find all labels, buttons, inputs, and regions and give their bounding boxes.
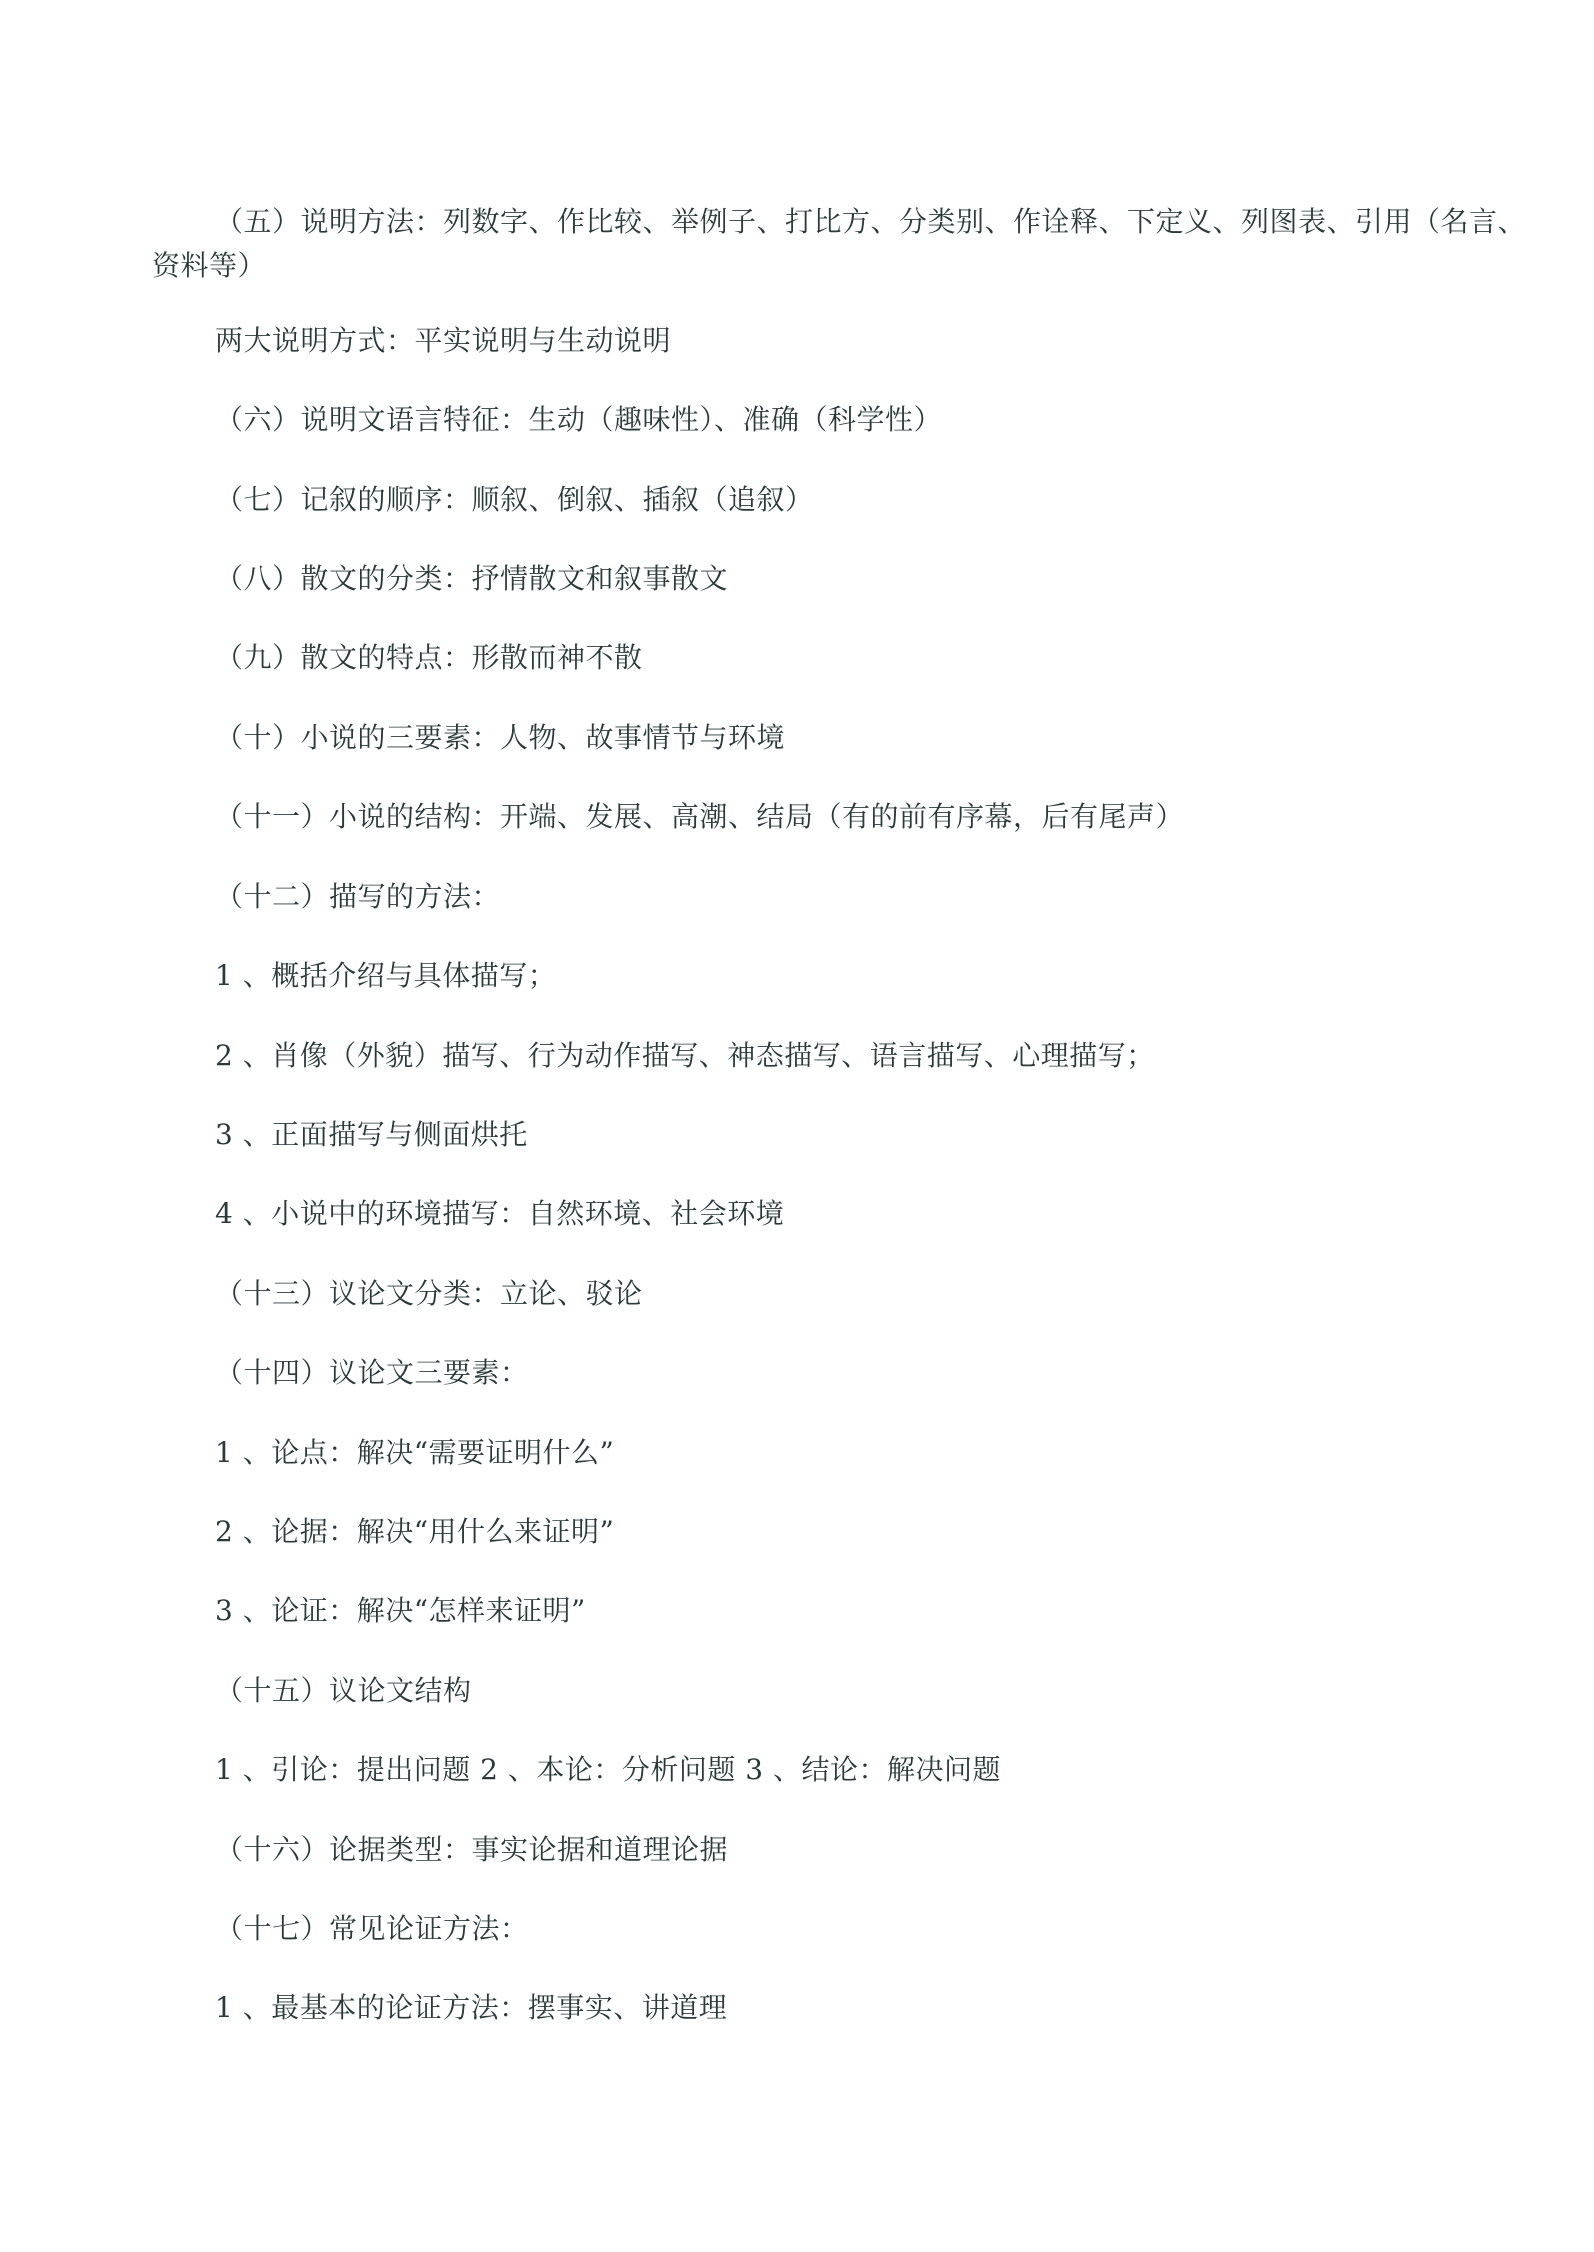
list-item: 3 、论证：解决“怎样来证明” <box>215 1594 586 1627</box>
list-item: 4 、小说中的环境描写：自然环境、社会环境 <box>215 1197 785 1230</box>
paragraph-description-methods: （十二）描写的方法： <box>215 880 501 913</box>
list-item: 1 、论点：解决“需要证明什么” <box>215 1436 615 1469</box>
paragraph-explanation-methods: （五）说明方法：列数字、作比较、举例子、打比方、分类别、作诠释、下定义、列图表、引用（名言、资料等） <box>152 205 1527 282</box>
paragraph-prose-types: （八）散文的分类：抒情散文和叙事散文 <box>215 562 729 595</box>
paragraph-argument-elements: （十四）议论文三要素： <box>215 1356 529 1389</box>
list-item: 2 、肖像（外貌）描写、行为动作描写、神态描写、语言描写、心理描写； <box>215 1039 1155 1072</box>
paragraph-argument-types: （十三）议论文分类：立论、驳论 <box>215 1277 643 1310</box>
paragraph-expository-language: （六）说明文语言特征：生动（趣味性）、准确（科学性） <box>215 403 943 436</box>
paragraph-novel-elements: （十）小说的三要素：人物、故事情节与环境 <box>215 721 786 754</box>
list-item: 1 、概括介绍与具体描写； <box>215 959 557 992</box>
paragraph-evidence-types: （十六）论据类型：事实论据和道理论据 <box>215 1833 729 1866</box>
list-item: 1 、引论：提出问题 2 、本论：分析问题 3 、结论：解决问题 <box>215 1753 1001 1786</box>
paragraph-prose-features: （九）散文的特点：形散而神不散 <box>215 641 643 674</box>
paragraph-explanation-modes: 两大说明方式：平实说明与生动说明 <box>215 324 672 357</box>
list-item: 3 、正面描写与侧面烘托 <box>215 1118 528 1151</box>
list-item: 1 、最基本的论证方法：摆事实、讲道理 <box>215 1991 728 2024</box>
paragraph-argument-methods: （十七）常见论证方法： <box>215 1912 529 1945</box>
paragraph-argument-structure: （十五）议论文结构 <box>215 1674 472 1707</box>
paragraph-novel-structure: （十一）小说的结构：开端、发展、高潮、结局（有的前有序幕，后有尾声） <box>215 800 1185 833</box>
paragraph-narrative-order: （七）记叙的顺序：顺叙、倒叙、插叙（追叙） <box>215 483 814 516</box>
list-item: 2 、论据：解决“用什么来证明” <box>215 1515 615 1548</box>
